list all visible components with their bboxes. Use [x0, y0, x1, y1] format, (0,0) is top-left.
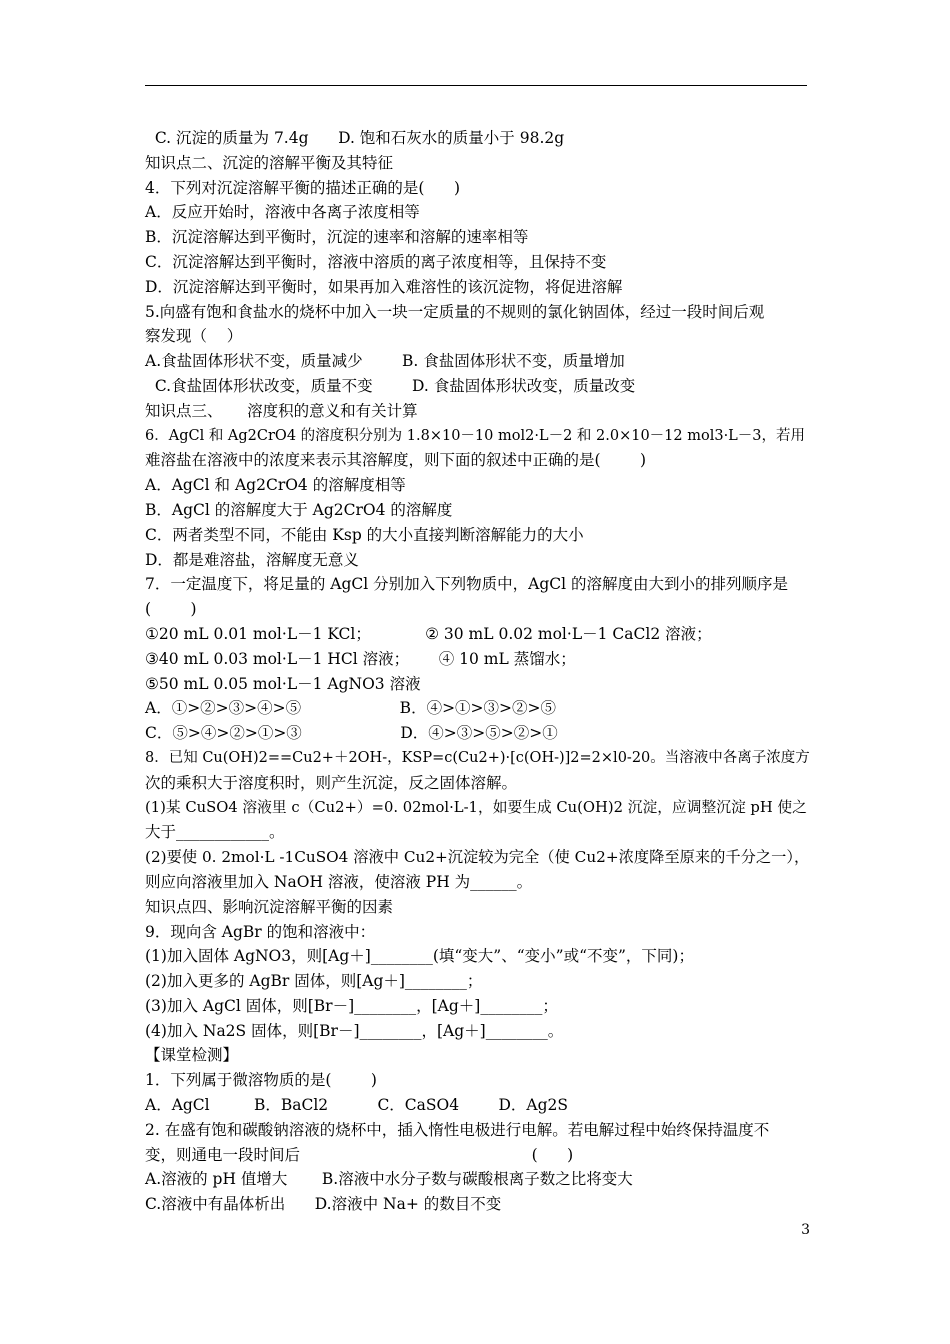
- text-line: (4)加入 Na2S 固体，则[Br－]________，[Ag＋]________。: [145, 1021, 564, 1040]
- text-line: C．沉淀溶解达到平衡时，溶液中溶质的离子浓度相等，且保持不变: [145, 252, 607, 271]
- text-line: 7．一定温度下，将足量的 AgCl 分别加入下列物质中，AgCl 的溶解度由大到小的排列顺序是: [145, 575, 789, 594]
- text-line: 次的乘积大于溶度积时，则产生沉淀，反之固体溶解。: [145, 773, 518, 792]
- text-line: 知识点三、 溶度积的意义和有关计算: [145, 401, 418, 420]
- text-line: 则应向溶液里加入 NaOH 溶液，使溶液 PH 为______。: [145, 872, 533, 891]
- text-line: C.食盐固体形状改变，质量不变 D. 食盐固体形状改变，质量改变: [145, 376, 636, 395]
- text-line: ③40 mL 0.03 mol·L－1 HCl 溶液； ④ 10 mL 蒸馏水；: [145, 649, 576, 668]
- text-line: D．沉淀溶解达到平衡时，如果再加入难溶性的该沉淀物，将促进溶解: [145, 277, 623, 296]
- text-line: (2)要使 0. 2mol·L -1CuSO4 溶液中 Cu2+沉淀较为完全（使 Cu2+浓度降至原来的千分之一），: [145, 848, 810, 867]
- text-line: C.溶液中有晶体析出 D.溶液中 Na+ 的数目不变: [145, 1195, 502, 1214]
- text-line: 9．现向含 AgBr 的饱和溶液中：: [145, 922, 376, 941]
- text-line: 【课堂检测】: [145, 1046, 239, 1065]
- text-line: 6．AgCl 和 Ag2CrO4 的溶度积分别为 1.8×10－10 mol2·L－2 和 2.0×10－12 mol3·L－3，若用: [145, 427, 806, 444]
- text-line: C．两者类型不同，不能由 Ksp 的大小直接判断溶解能力的大小: [145, 525, 584, 544]
- page-number: 3: [801, 1222, 810, 1238]
- text-line: 4．下列对沉淀溶解平衡的描述正确的是( ): [145, 178, 461, 197]
- text-line: 1．下列属于微溶物质的是( ): [145, 1071, 377, 1090]
- text-line: 察发现（ ）: [145, 327, 243, 346]
- text-line: (1)某 CuSO4 溶液里 c（Cu2+）=0. 02mol·L-1，如要生成 Cu(OH)2 沉淀，应调整沉淀 pH 使之: [145, 798, 807, 816]
- text-line: A．AgCl 和 Ag2CrO4 的溶解度相等: [145, 476, 406, 495]
- text-line: 2. 在盛有饱和碳酸钠溶液的烧杯中，插入惰性电极进行电解。若电解过程中始终保持温度不: [145, 1120, 770, 1139]
- text-line: ( ): [145, 600, 197, 619]
- text-line: 5.向盛有饱和食盐水的烧杯中加入一块一定质量的不规则的氯化钠固体，经过一段时间后观: [145, 302, 765, 321]
- text-line: B．AgCl 的溶解度大于 Ag2CrO4 的溶解度: [145, 500, 453, 519]
- text-line: C．⑤>④>②>①>③ D．④>③>⑤>②>①: [145, 724, 558, 743]
- text-line: ①20 mL 0.01 mol·L－1 KCl； ② 30 mL 0.02 mol·L－1 CaCl2 溶液；: [145, 624, 712, 643]
- text-line: A.溶液的 pH 值增大 B.溶液中水分子数与碳酸根离子数之比将变大: [145, 1170, 633, 1189]
- text-line: 变，则通电一段时间后 ( ): [145, 1145, 574, 1164]
- text-line: D．都是难溶盐，溶解度无意义: [145, 550, 359, 569]
- header-rule: [145, 85, 807, 86]
- text-line: B．沉淀溶解达到平衡时，沉淀的速率和溶解的速率相等: [145, 228, 529, 247]
- text-line: ⑤50 mL 0.05 mol·L－1 AgNO3 溶液: [145, 674, 421, 693]
- text-line: 知识点二、沉淀的溶解平衡及其特征: [145, 153, 394, 172]
- text-line: (3)加入 AgCl 固体，则[Br－]________，[Ag＋]________；: [145, 996, 558, 1015]
- text-line: A．①>②>③>④>⑤ B．④>①>③>②>⑤: [145, 699, 557, 718]
- text-line: 大于____________。: [145, 823, 285, 842]
- text-line: 难溶盐在溶液中的浓度来表示其溶解度，则下面的叙述中正确的是( ): [145, 451, 647, 470]
- text-line: (2)加入更多的 AgBr 固体，则[Ag＋]________；: [145, 972, 483, 991]
- document-body: [145, 126, 810, 1217]
- text-line: A．反应开始时，溶液中各离子浓度相等: [145, 203, 420, 222]
- text-line: C. 沉淀的质量为 7.4g D. 饱和石灰水的质量小于 98.2g: [145, 129, 565, 147]
- text-line: 8．已知 Cu(OH)2==Cu2+＋2OH-，KSP=c(Cu2+)·[c(OH-)]2=2×l0-20。当溶液中各离子浓度方: [145, 749, 810, 766]
- text-line: (1)加入固体 AgNO3，则[Ag＋]________(填“变大”、“变小”或“不变”，下同)；: [145, 947, 694, 966]
- text-line: A.食盐固体形状不变，质量减少 B. 食盐固体形状不变，质量增加: [145, 352, 625, 371]
- text-line: 知识点四、影响沉淀溶解平衡的因素: [145, 897, 394, 916]
- text-line: A．AgCl B．BaCl2 C．CaSO4 D．Ag2S: [145, 1096, 569, 1115]
